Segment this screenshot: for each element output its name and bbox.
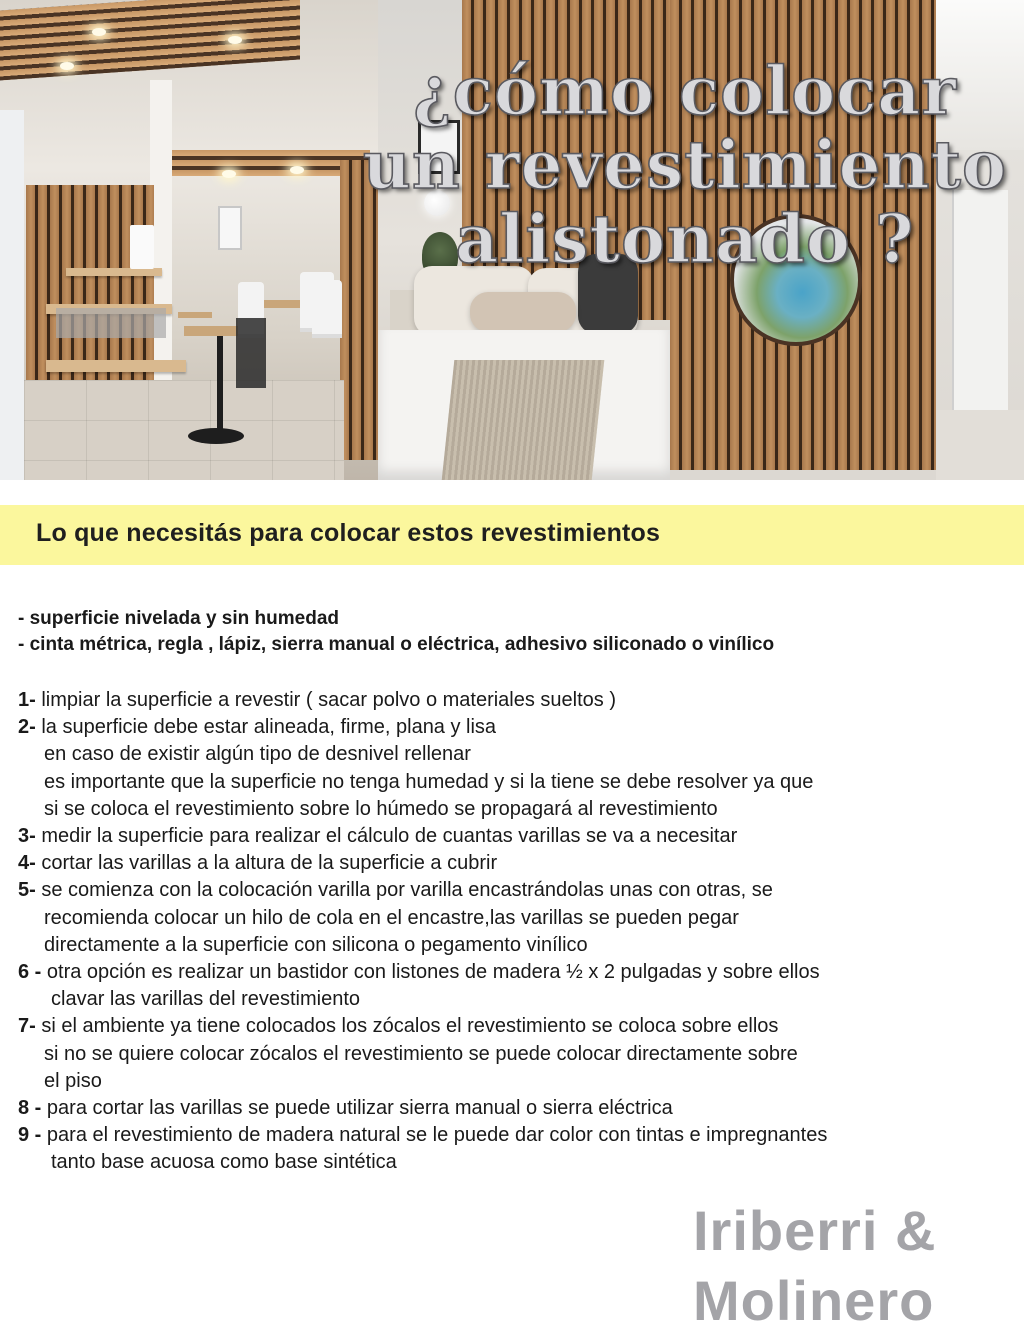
hero-title-line: alistonado ? — [455, 200, 915, 278]
step-text: es importante que la superficie no tenga humedad y si la tiene se debe resolver ya que — [44, 770, 814, 793]
step-text: tanto base acuosa como base sintética — [51, 1151, 397, 1174]
step-4 — [18, 850, 1008, 877]
hero-collage — [0, 0, 1024, 480]
step-number: 1- — [18, 689, 36, 711]
step-text: directamente a la superficie con silicona o pegamento vinílico — [44, 933, 588, 956]
brand-line: Molinero — [693, 1269, 935, 1332]
brand-signature — [693, 1196, 936, 1336]
step-number: 7- — [18, 1015, 36, 1038]
step-number: 4- — [18, 852, 36, 875]
brand-line: Iriberri & — [693, 1199, 937, 1262]
step-text: para el revestimiento de madera natural se le puede dar color con tintas e impregnantes — [46, 1124, 828, 1147]
step-text: otra opción es realizar un bastidor con listones de madera ½ x 2 pulgadas y sobre ellos — [46, 961, 820, 984]
step-2 — [18, 714, 1008, 823]
step-text: cortar las varillas a la altura de la superficie a cubrir — [41, 852, 498, 875]
step-3 — [18, 823, 1008, 850]
step-text: si el ambiente ya tiene colocados los zócalos el revestimiento se coloca sobre ellos — [41, 1015, 779, 1038]
step-5 — [18, 877, 1008, 959]
step-number: 3- — [18, 825, 36, 848]
step-text: para cortar las varillas se puede utilizar sierra manual o sierra eléctrica — [46, 1097, 673, 1120]
step-text: se comienza con la colocación varilla por varilla encastrándolas unas con otras, se — [41, 879, 773, 902]
step-number: 8 - — [18, 1097, 42, 1120]
hero-title-line: un revestimiento — [362, 126, 1008, 204]
cafeteria-photo — [0, 0, 378, 480]
requirement-item: - cinta métrica, regla , lápiz, sierra manual o eléctrica, adhesivo siliconado o vinílico — [18, 634, 775, 655]
section-title: Lo que necesitás para colocar estos revestimientos — [36, 519, 661, 547]
step-text: clavar las varillas del revestimiento — [51, 988, 361, 1011]
step-text: recomienda colocar un hilo de cola en el encastre,las varillas se pueden pegar — [44, 906, 739, 929]
step-1 — [18, 687, 1008, 714]
step-number: 5- — [18, 879, 36, 902]
step-number: 2- — [18, 716, 36, 739]
section-banner — [0, 505, 1024, 565]
step-8 — [18, 1095, 1008, 1122]
step-6 — [18, 959, 1008, 1013]
requirements-list — [18, 606, 1008, 658]
step-text: medir la superficie para realizar el cálculo de cuantas varillas se va a necesitar — [41, 825, 738, 848]
step-text: la superficie debe estar alineada, firme, plana y lisa — [41, 716, 497, 739]
requirement-item: - superficie nivelada y sin humedad — [18, 608, 339, 629]
step-7 — [18, 1013, 1008, 1095]
steps-list — [18, 687, 1008, 1177]
step-number: 9 - — [18, 1124, 42, 1147]
step-text: el piso — [44, 1069, 102, 1092]
step-text: si no se quiere colocar zócalos el revestimiento se puede colocar directamente sobre — [44, 1042, 798, 1065]
hero-title — [360, 54, 1010, 276]
step-9 — [18, 1122, 1008, 1176]
step-text: en caso de existir algún tipo de desnivel rellenar — [44, 743, 471, 766]
step-text: si se coloca el revestimiento sobre lo húmedo se propagará al revestimiento — [44, 797, 718, 820]
step-text: limpiar la superficie a revestir ( sacar polvo o materiales sueltos ) — [41, 689, 617, 711]
step-number: 6 - — [18, 961, 42, 984]
hero-title-line: ¿cómo colocar — [413, 52, 957, 130]
